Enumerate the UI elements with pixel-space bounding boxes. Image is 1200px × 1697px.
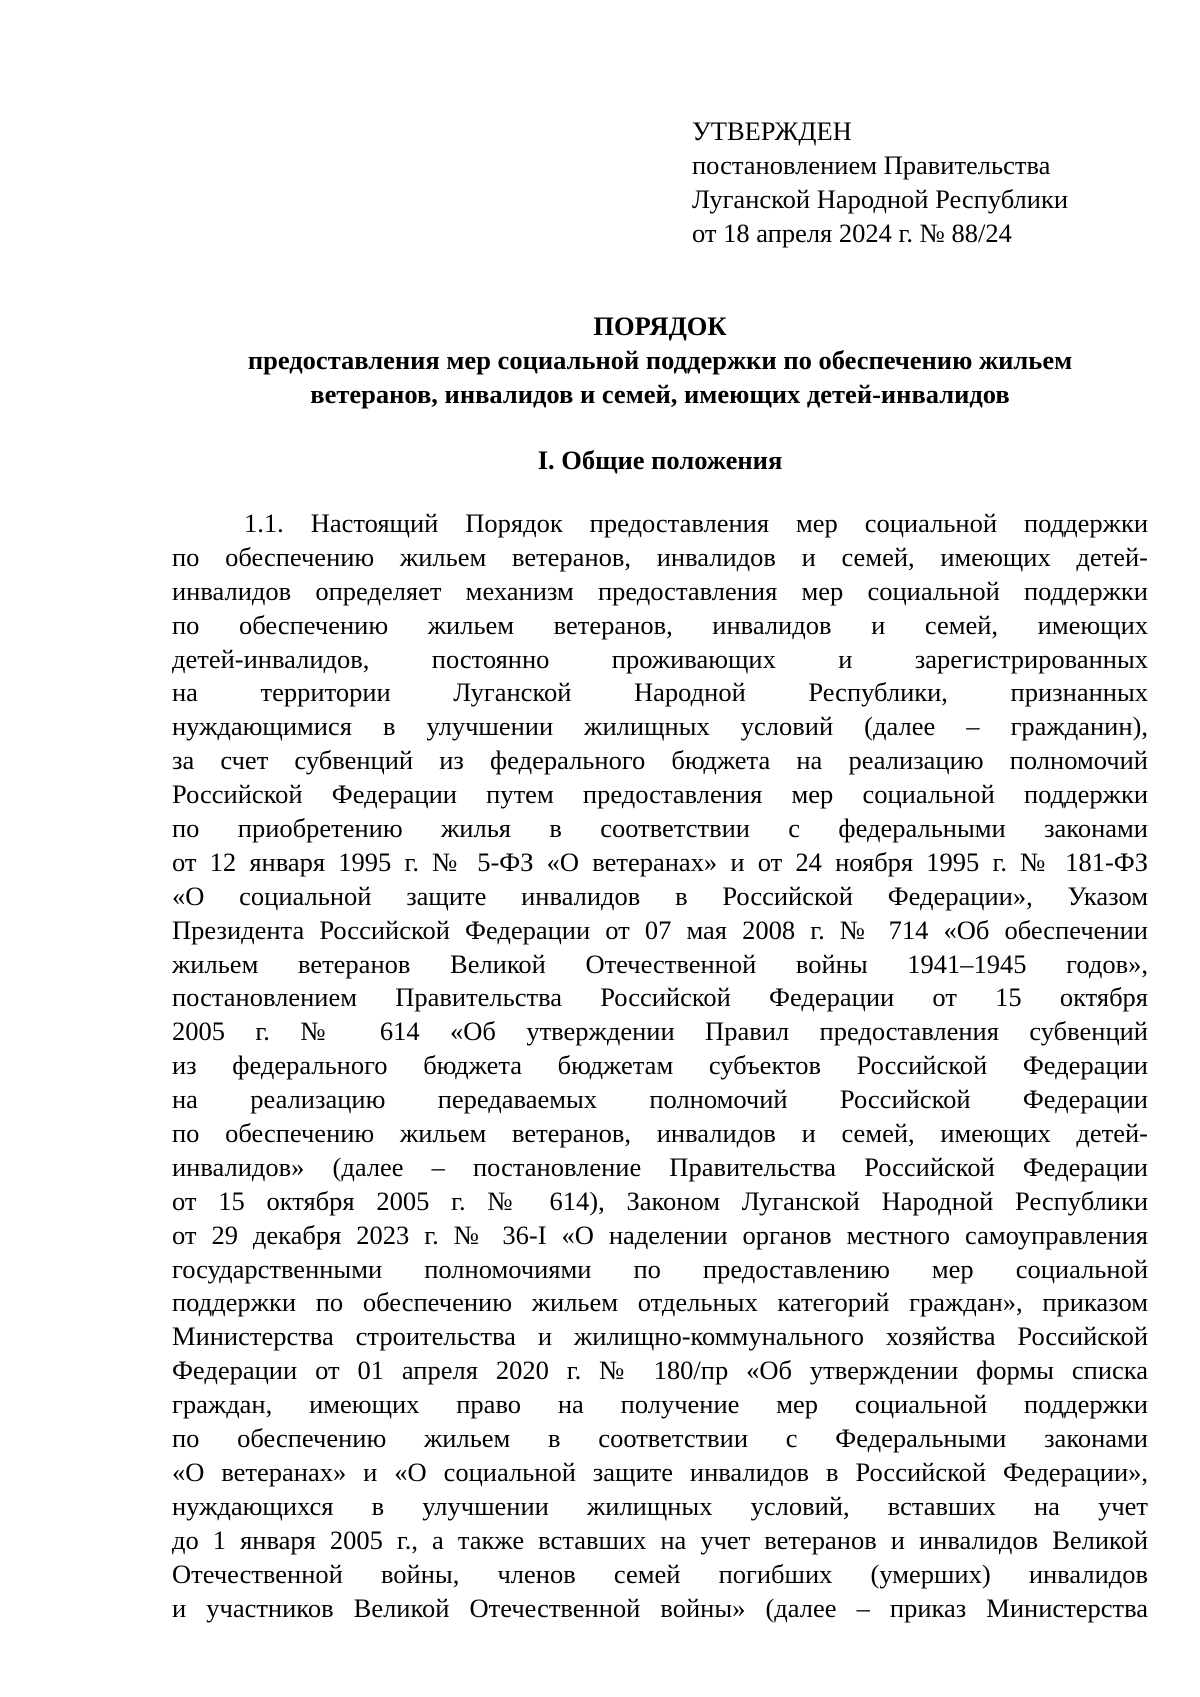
paragraph-line: и участников Великой Отечественной войны» (далее – приказ Министерства [172,1592,1148,1623]
paragraph-line: 2005 г. № 614 «Об утверждении Правил предоставления субвенций [172,1016,1148,1047]
paragraph-line: нуждающимися в улучшении жилищных условий (далее – гражданин), [172,711,1148,742]
paragraph-line: нуждающихся в улучшении жилищных условий, вставших на учет [172,1490,1148,1521]
approval-line: Луганской Народной Республики [692,184,1069,214]
paragraph-line: по обеспечению жильем ветеранов, инвалидов и семей, имеющих детей- [172,541,1148,572]
paragraph-line: Президента Российской Федерации от 07 мая 2008 г. № 714 «Об обеспечении [172,914,1148,945]
paragraph-line: «О ветеранах» и «О социальной защите инвалидов в Российской Федерации», [172,1456,1148,1487]
paragraph-line: от 12 января 1995 г. № 5-ФЗ «О ветеранах» и от 24 ноября 1995 г. № 181-ФЗ [172,846,1148,877]
paragraph-line: «О социальной защите инвалидов в Российской Федерации», Указом [172,880,1148,911]
paragraph-line: за счет субвенций из федерального бюджета на реализацию полномочий [172,745,1148,776]
paragraph-line: государственными полномочиями по предоставлению мер социальной [172,1253,1148,1284]
paragraph-line: по обеспечению жильем ветеранов, инвалидов и семей, имеющих детей- [172,1118,1148,1149]
title-subtitle-line: предоставления мер социальной поддержки по обеспечению жильем [247,345,1073,375]
paragraph-line: Российской Федерации путем предоставления мер социальной поддержки [172,779,1148,810]
paragraph-line: постановлением Правительства Российской Федерации от 15 октября [172,982,1148,1013]
paragraph-line: инвалидов определяет механизм предоставления мер социальной поддержки [172,575,1148,606]
document-title [172,309,1148,411]
paragraph-line: жильем ветеранов Великой Отечественной войны 1941–1945 годов», [172,948,1148,979]
title-heading: ПОРЯДОК [593,311,727,341]
paragraph-line: по обеспечению жильем в соответствии с Федеральными законами [172,1423,1148,1454]
paragraph-line: по обеспечению жильем ветеранов, инвалидов и семей, имеющих [172,609,1148,640]
paragraph-line: граждан, имеющих право на получение мер социальной поддержки [172,1389,1148,1420]
paragraph-line: инвалидов» (далее – постановление Правительства Российской Федерации [172,1151,1148,1182]
paragraph-line: Федерации от 01 апреля 2020 г. № 180/пр «Об утверждении формы списка [172,1355,1148,1386]
paragraph-line: Министерства строительства и жилищно-коммунального хозяйства Российской [172,1321,1148,1352]
paragraph-line: на территории Луганской Народной Республики, признанных [172,677,1148,708]
paragraph-1-1 [172,507,1148,1625]
approval-line: постановлением Правительства [692,150,1051,180]
title-subtitle-line: ветеранов, инвалидов и семей, имеющих детей-инвалидов [310,379,1010,409]
paragraph-line: детей-инвалидов, постоянно проживающих и зарегистрированных [172,643,1148,674]
approval-line: УТВЕРЖДЕН [692,116,852,146]
section-heading: I. Общие положения [537,445,783,475]
paragraph-line: 1.1. Настоящий Порядок предоставления мер социальной поддержки [244,508,1148,538]
paragraph-line: поддержки по обеспечению жильем отдельных категорий граждан», приказом [172,1287,1148,1318]
approval-stamp [692,114,1162,250]
paragraph-line: до 1 января 2005 г., а также вставших на учет ветеранов и инвалидов Великой [172,1524,1148,1555]
paragraph-line: от 29 декабря 2023 г. № 36-I «О наделении органов местного самоуправления [172,1219,1148,1250]
paragraph-line: на реализацию передаваемых полномочий Российской Федерации [172,1084,1148,1115]
paragraph-line: Отечественной войны, членов семей погибших (умерших) инвалидов [172,1558,1148,1589]
paragraph-line: по приобретению жилья в соответствии с федеральными законами [172,813,1148,844]
paragraph-line: от 15 октября 2005 г. № 614), Законом Луганской Народной Республики [172,1185,1148,1216]
approval-line: от 18 апреля 2024 г. № 88/24 [692,218,1012,248]
paragraph-line: из федерального бюджета бюджетам субъектов Российской Федерации [172,1050,1148,1081]
